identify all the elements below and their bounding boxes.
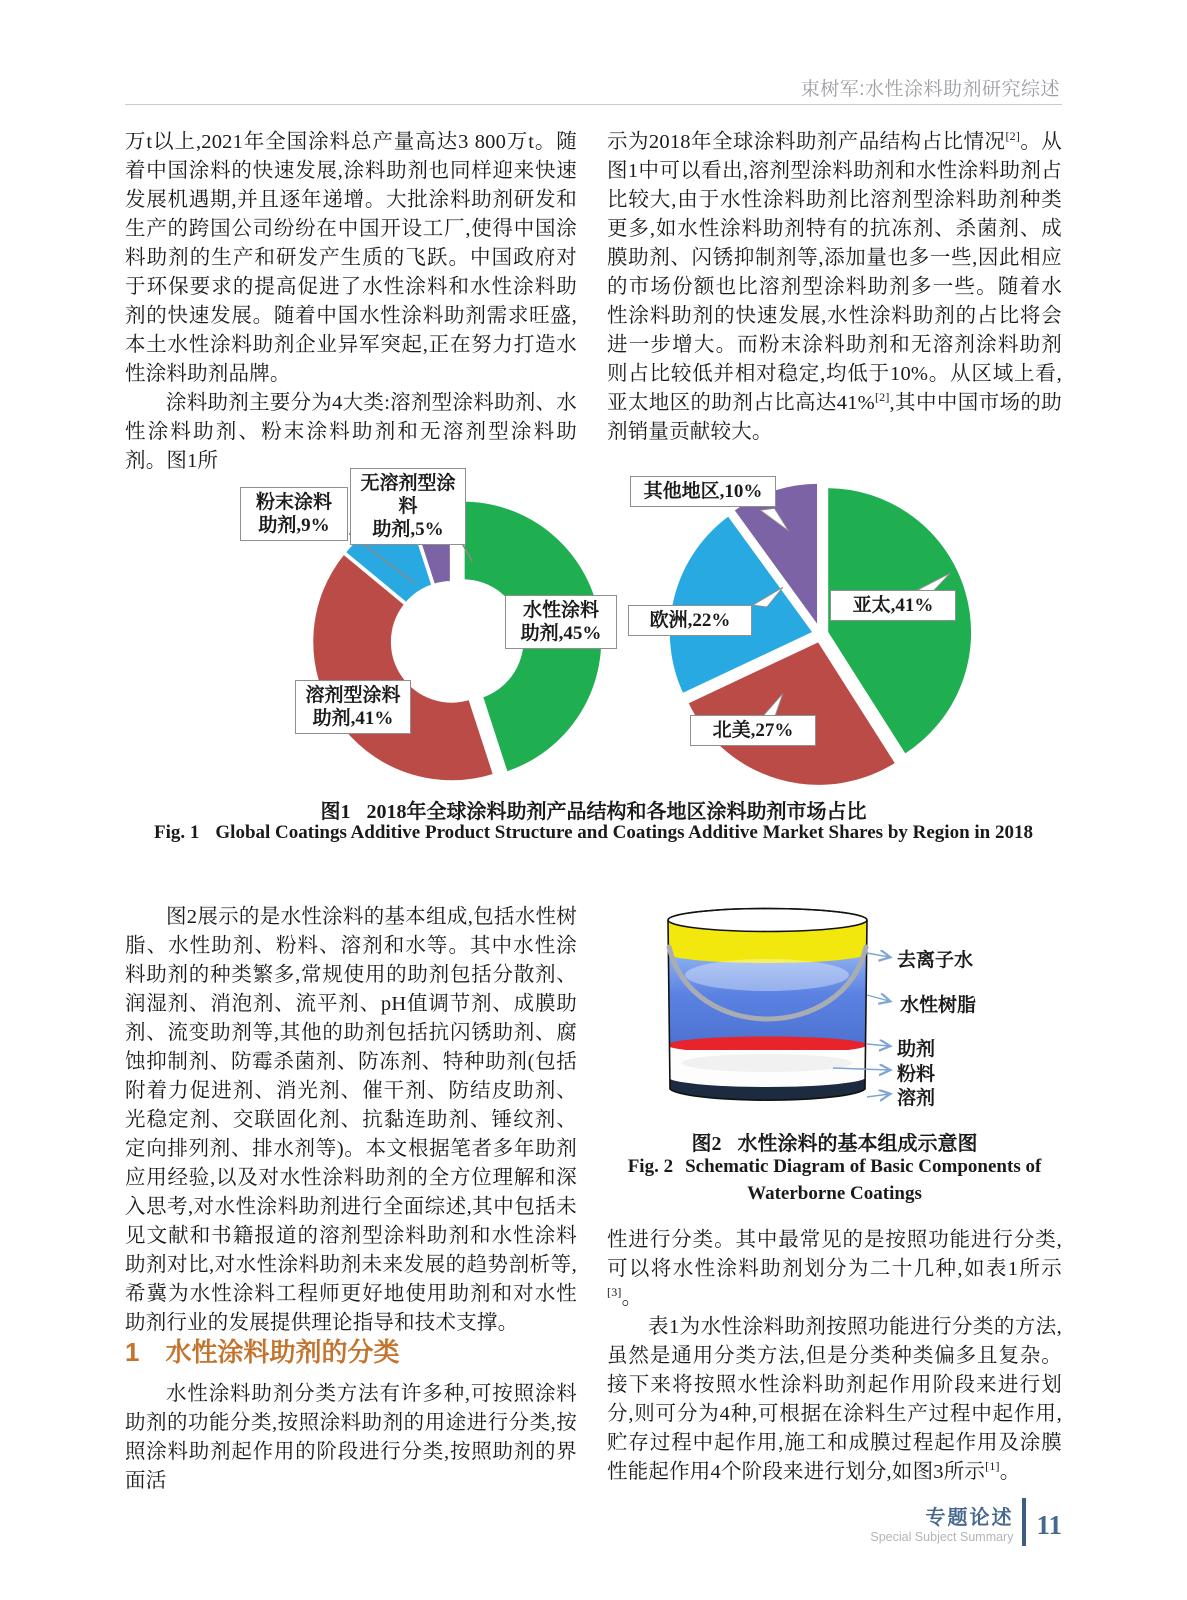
column-bottom-left <box>125 1380 577 1496</box>
bucket-layers <box>665 915 869 1105</box>
paragraph: 涂料助剂主要分为4大类:溶剂型涂料助剂、水性涂料助剂、粉末涂料助剂和无溶剂型涂料助剂。图1所 <box>125 392 577 472</box>
figure2-caption-en-line2: Waterborne Coatings <box>747 1183 922 1204</box>
pie-label-asia-pacific: 亚太,41% <box>830 590 956 621</box>
pie-label-waterborne: 水性涂料 助剂,45% <box>505 595 617 649</box>
footer-divider-bar <box>1022 1498 1026 1546</box>
layer-label-additive: 助剂 <box>897 1039 936 1060</box>
column-mid-left <box>125 903 577 1338</box>
paragraph: 水性涂料助剂分类方法有许多种,可按照涂料助剂的功能分类,按照涂料助剂的用途进行分类,按照涂料助剂起作用的阶段进行分类,按照助剂的界面活 <box>125 1383 577 1492</box>
column-top-right <box>607 128 1062 447</box>
figure2-caption-en-line1: Fig. 2 Schematic Diagram of Basic Components of <box>627 1156 1042 1177</box>
figure2-caption-cn: 图2 水性涂料的基本组成示意图 <box>691 1133 978 1155</box>
pie-chart-regions <box>611 482 1045 794</box>
section-heading-1: 1 水性涂料助剂的分类 <box>125 1337 400 1367</box>
running-header: 束树军:水性涂料助剂研究综述 <box>800 79 1060 100</box>
pie-label-powder: 粉末涂料 助剂,9% <box>240 487 348 541</box>
page-number: 11 <box>1036 1509 1062 1540</box>
bucket-illustration <box>607 895 1062 1125</box>
paragraph: 图2展示的是水性涂料的基本组成,包括水性树脂、水性助剂、粉料、溶剂和水等。其中水性涂料助剂的种类繁多,常规使用的助剂包括分散剂、润湿剂、消泡剂、流平剂、pH值调节剂、成膜助剂、流变助剂等,其他的助剂包括抗闪锈助剂、腐蚀抑制剂、防霉杀菌剂、防冻剂、特种助剂(包括附着力促进剂、消光剂、催干剂、防结皮助剂、光稳定剂、交联固化剂、抗黏连助剂、锤纹剂、定向排列剂、排水剂等)。本文根据笔者多年助剂应用经验,以及对水性涂料助剂的全方位理解和深入思考,对水性涂料助剂进行全面综述,其中包括未见文献和书籍报道的溶剂型涂料助剂和水性涂料助剂对比,对水性涂料助剂未来发展的趋势剖析等,希冀为水性涂料工程师更好地使用助剂和对水性助剂行业的发展提供理论指导和技术支撑。 <box>125 906 577 1334</box>
pie-label-other-regions: 其他地区,10% <box>630 476 776 507</box>
column-mid-right <box>607 1226 1062 1487</box>
figure1-caption-en: Fig. 1 Global Coatings Additive Product Structure and Coatings Additive Market Shares by Region in 2018 <box>154 822 1033 843</box>
pie-chart-svg <box>611 482 1045 794</box>
paragraph: 示为2018年全球涂料助剂产品结构占比情况[2]。从图1中可以看出,溶剂型涂料助剂和水性涂料助剂占比较大,由于水性涂料助剂比溶剂型涂料助剂种类更多,如水性涂料助剂特有的抗冻剂、杀菌剂、成膜助剂、闪锈抑制剂等,添加量也多一些,因此相应的市场份额也比溶剂型涂料助剂多一些。随着水性涂料助剂的快速发展,水性涂料助剂的占比将会进一步增大。而粉末涂料助剂和无溶剂涂料助剂则占比较低并相对稳定,均低于10%。从区域上看,亚太地区的助剂占比高达41%[2],其中中国市场的助剂销量贡献较大。 <box>607 129 1062 443</box>
layer-label-deionized-water: 去离子水 <box>897 950 974 971</box>
layer-label-solvent: 溶剂 <box>897 1088 936 1109</box>
paragraph: 万t以上,2021年全国涂料总产量高达3 800万t。随着中国涂料的快速发展,涂料助剂也同样迎来快速发展机遇期,并且逐年递增。大批涂料助剂研发和生产的跨国公司纷纷在中国开设工厂,使得中国涂料助剂的生产和研发产生质的飞跃。中国政府对于环保要求的提高促进了水性涂料和水性涂料助剂的快速发展。随着中国水性涂料助剂需求旺盛,本土水性涂料助剂企业异军突起,正在努力打造水性涂料助剂品牌。 <box>125 131 577 385</box>
footer-section-title: 专题论述 Special Subject Summary <box>870 1506 1014 1544</box>
pie-label-solventfree: 无溶剂型涂料 助剂,5% <box>350 468 466 545</box>
footer <box>870 1498 1062 1546</box>
donut-chart-product-structure <box>213 466 653 784</box>
figure1-caption-cn: 图1 2018年全球涂料助剂产品结构和各地区涂料助剂市场占比 <box>320 801 867 823</box>
pie-label-north-america: 北美,27% <box>690 715 816 746</box>
pie-label-europe: 欧洲,22% <box>628 605 752 636</box>
column-top-left <box>125 128 577 476</box>
figure-2 <box>607 895 1062 1225</box>
layer-label-resin: 水性树脂 <box>900 995 977 1016</box>
pie-label-solventborne: 溶剂型涂料 助剂,41% <box>295 680 411 734</box>
paragraph: 性进行分类。其中最常见的是按照功能进行分类,可以将水性涂料助剂划分为二十几种,如表1所示[3]。 <box>607 1229 1062 1309</box>
paragraph: 表1为水性涂料助剂按照功能进行分类的方法,虽然是通用分类方法,但是分类种类偏多且复杂。接下来将按照水性涂料助剂起作用阶段来进行划分,则可分为4种,可根据在涂料生产过程中起作用,贮存过程中起作用,施工和成膜过程起作用及涂膜性能起作用4个阶段来进行划分,如图3所示[1]。 <box>607 1316 1062 1483</box>
layer-label-powder: 粉料 <box>897 1064 936 1085</box>
figure-1 <box>125 452 1062 852</box>
header-divider <box>125 104 1062 105</box>
